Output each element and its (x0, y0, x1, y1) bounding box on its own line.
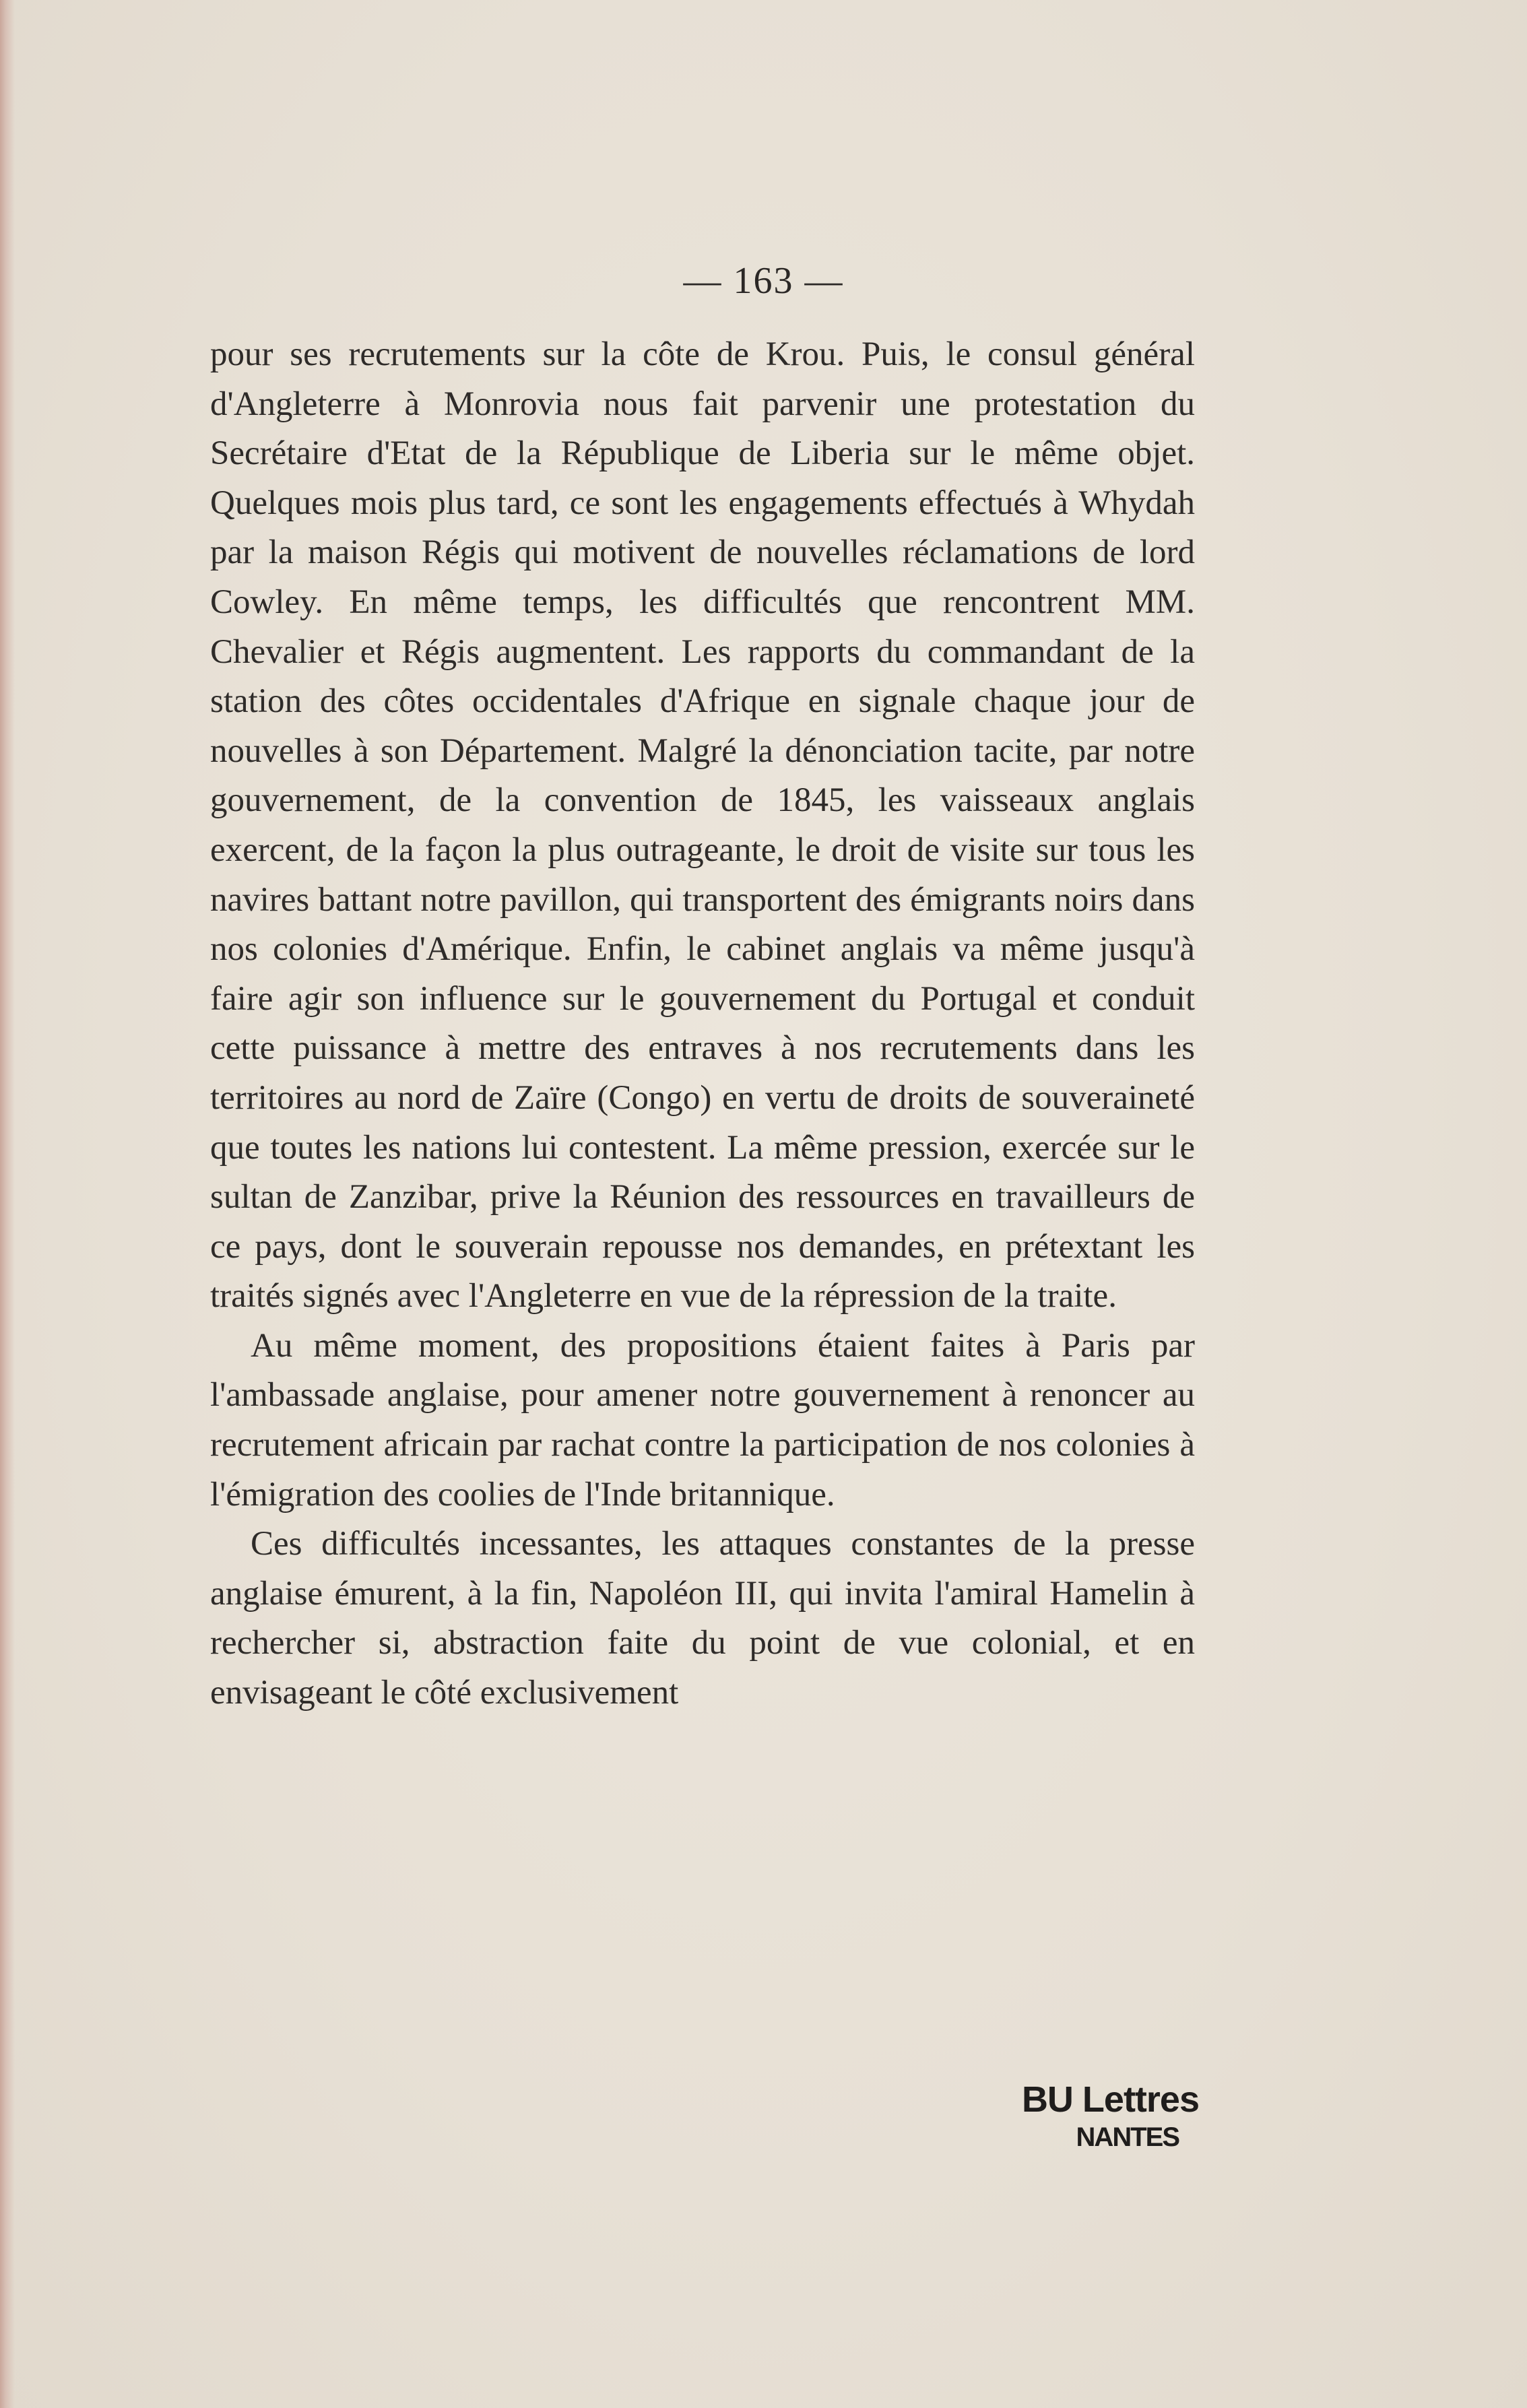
paragraph-2: Au même moment, des propositions étaient faites à Paris par l'ambassade anglaise, pour amener notre gouvernement à renoncer au recrutement africain par rachat contre la participation de nos colonies à l'émigration des coolies de l'Inde britannique. (210, 1326, 1195, 1514)
library-stamp (1010, 2078, 1199, 2153)
paragraph-1: pour ses recrutements sur la côte de Krou. Puis, le consul général d'Angleterre à Monrovia nous fait parvenir une protestation du Secrétaire d'Etat de la République de Liberia sur le même objet. Quelques mois plus tard, ce sont les engagements effectués à Whydah par la maison Régis qui motivent de nouvelles réclamations de lord Cowley. En même temps, les difficultés que rencontrent MM. Chevalier et Régis augmentent. Les rapports du commandant de la station des côtes occidentales d'Afrique en signale chaque jour de nouvelles à son Département. Malgré la dénonciation tacite, par notre gouvernement, de la convention de 1845, les vaisseaux anglais exercent, de la façon la plus outrageante, le droit de visite sur tous les navires battant notre pavillon, qui transportent des émigrants noirs dans nos colonies d'Amérique. Enfin, le cabinet anglais va même jusqu'à faire agir son influence sur le gouvernement du Portugal et conduit cette puissance à mettre des entraves à nos recrutements dans les territoires au nord de Zaïre (Congo) en vertu de droits de souveraineté que toutes les nations lui contestent. La même pression, exercée sur le sultan de Zanzibar, prive la Réunion des ressources en travailleurs de ce pays, dont le souverain repousse nos demandes, en prétextant les traités signés avec l'Angleterre en vue de la répression de la traite. (210, 335, 1195, 1315)
body-text (210, 330, 1195, 1718)
stamp-line-1: BU Lettres (1021, 2079, 1199, 2120)
paragraph-3: Ces difficultés incessantes, les attaques constantes de la presse anglaise émurent, à la fin, Napoléon III, qui invita l'amiral Hamelin à rechercher si, abstraction faite du point de vue colonial, et en envisageant le côté exclusivement (210, 1525, 1195, 1712)
page-number: — 163 — (683, 260, 844, 302)
page-edge (0, 0, 15, 2408)
stamp-line-2: NANTES (1076, 2122, 1179, 2152)
